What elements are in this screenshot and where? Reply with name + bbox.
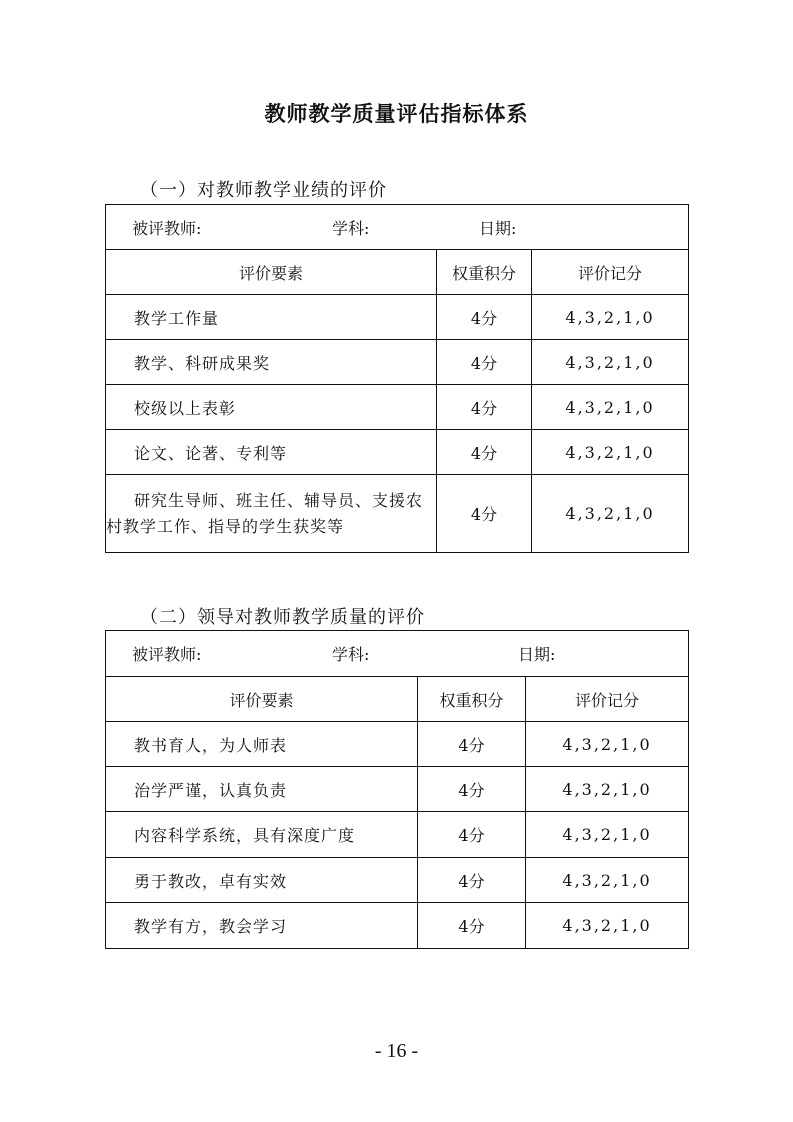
criterion-score-options: 4,3,2,1,0 <box>532 475 689 553</box>
section1-info-cell <box>106 205 689 250</box>
section1-date-label: 日期: <box>479 218 517 238</box>
criterion-weight: 4分 <box>418 722 526 767</box>
criterion-label: 研究生导师、班主任、辅导员、支援农村教学工作、指导的学生获奖等 <box>106 475 437 553</box>
criterion-weight: 4分 <box>437 340 532 385</box>
criterion-score-options: 4,3,2,1,0 <box>526 903 689 949</box>
criterion-weight: 4分 <box>418 812 526 858</box>
table-row <box>106 430 689 475</box>
criterion-score-options: 4,3,2,1,0 <box>532 385 689 430</box>
document-title: 教师教学质量评估指标体系 <box>264 102 529 126</box>
table-row <box>106 385 689 430</box>
criterion-label: 教学有方，教会学习 <box>106 903 418 949</box>
section2-header-weight: 权重积分 <box>418 677 526 722</box>
section2-subject-label: 学科: <box>332 645 370 664</box>
section1-header-row <box>106 250 689 295</box>
criterion-weight: 4分 <box>418 858 526 903</box>
criterion-weight: 4分 <box>418 903 526 949</box>
section1-header-score: 评价记分 <box>532 250 689 295</box>
criterion-score-options: 4,3,2,1,0 <box>526 812 689 858</box>
criterion-label: 治学严谨，认真负责 <box>106 767 418 812</box>
table-row <box>106 340 689 385</box>
section1-header-element: 评价要素 <box>106 250 437 295</box>
section2-teacher-label: 被评教师: <box>132 645 202 664</box>
criterion-weight: 4分 <box>437 295 532 340</box>
section2-header-element: 评价要素 <box>106 677 418 722</box>
criterion-label: 校级以上表彰 <box>106 385 437 430</box>
criterion-label: 论文、论著、专利等 <box>106 430 437 475</box>
section1-subject-label: 学科: <box>332 218 370 238</box>
criterion-score-options: 4,3,2,1,0 <box>532 295 689 340</box>
criterion-score-options: 4,3,2,1,0 <box>526 858 689 903</box>
section1-teacher-label: 被评教师: <box>132 218 202 238</box>
criterion-score-options: 4,3,2,1,0 <box>526 722 689 767</box>
criterion-label: 教学、科研成果奖 <box>106 340 437 385</box>
section2-date-label: 日期: <box>518 645 556 664</box>
table-row <box>106 722 689 767</box>
criterion-label: 教书育人，为人师表 <box>106 722 418 767</box>
criterion-score-options: 4,3,2,1,0 <box>532 340 689 385</box>
section1-heading: （一）对教师教学业绩的评价 <box>140 180 387 201</box>
criterion-label: 勇于教改，卓有实效 <box>106 858 418 903</box>
criterion-label: 教学工作量 <box>106 295 437 340</box>
criterion-label: 内容科学系统，具有深度广度 <box>106 812 418 858</box>
table-row <box>106 903 689 949</box>
table-row <box>106 858 689 903</box>
criterion-weight: 4分 <box>418 767 526 812</box>
section2-info-cell <box>106 631 689 677</box>
section2-table <box>105 630 689 949</box>
section2-heading: （二）领导对教师教学质量的评价 <box>140 607 425 628</box>
criterion-score-options: 4,3,2,1,0 <box>526 767 689 812</box>
section2-info-row <box>106 631 689 677</box>
section1-info-row <box>106 205 689 250</box>
table-row <box>106 475 689 553</box>
section2-header-score: 评价记分 <box>526 677 689 722</box>
criterion-score-options: 4,3,2,1,0 <box>532 430 689 475</box>
page-number: - 16 - <box>374 1040 419 1062</box>
table-row <box>106 812 689 858</box>
section1-table <box>105 204 689 553</box>
section1-header-weight: 权重积分 <box>437 250 532 295</box>
criterion-weight: 4分 <box>437 385 532 430</box>
section2-header-row <box>106 677 689 722</box>
criterion-weight: 4分 <box>437 475 532 553</box>
table-row <box>106 767 689 812</box>
criterion-weight: 4分 <box>437 430 532 475</box>
table-row <box>106 295 689 340</box>
